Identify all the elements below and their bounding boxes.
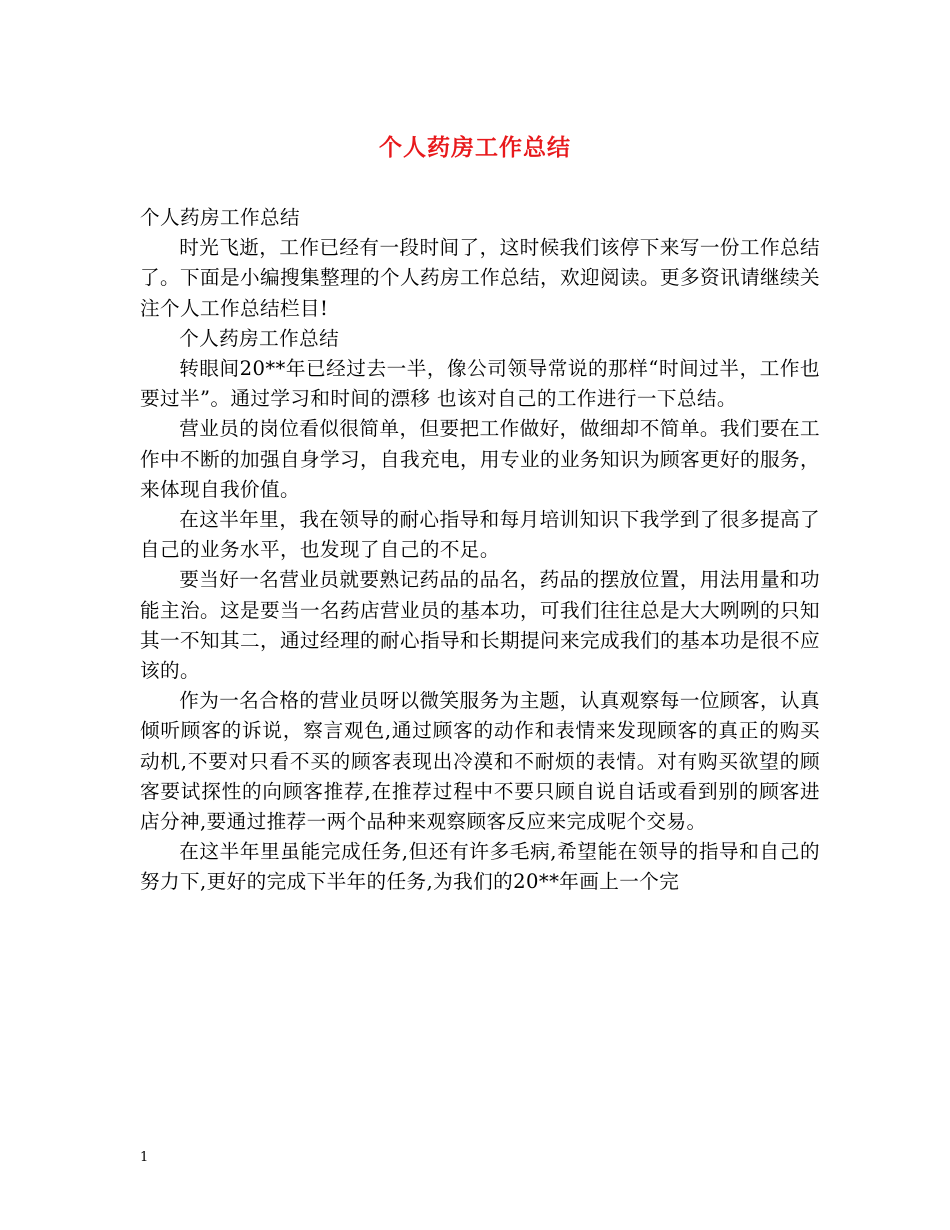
paragraph: 转眼间20**年已经过去一半，像公司领导常说的那样“时间过半，工作也要过半”。通过学习和时间的漂移 也该对自己的工作进行一下总结。 <box>140 357 820 411</box>
paragraph: 在这半年里虽能完成任务,但还有许多毛病,希望能在领导的指导和自己的努力下,更好的完成下半年的任务,为我们的20**年画上一个完 <box>140 840 820 894</box>
paragraph-intro: 时光飞逝，工作已经有一段时间了，这时候我们该停下来写一份工作总结了。下面是小编搜集整理的个人药房工作总结，欢迎阅读。更多资讯请继续关注个人工作总结栏目! <box>140 236 820 320</box>
page-number: 1 <box>140 1150 149 1165</box>
document-body <box>140 203 820 898</box>
paragraph: 在这半年里，我在领导的耐心指导和每月培训知识下我学到了很多提高了自己的业务水平，也发现了自己的不足。 <box>140 508 820 562</box>
paragraph: 要当好一名营业员就要熟记药品的品名，药品的摆放位置，用法用量和功能主治。这是要当一名药店营业员的基本功，可我们往往总是大大咧咧的只知其一不知其二，通过经理的耐心指导和长期提问来完成我们的基本功是很不应该的。 <box>140 568 820 683</box>
document-title: 个人药房工作总结 <box>379 134 571 161</box>
paragraph: 作为一名合格的营业员呀以微笑服务为主题，认真观察每一位顾客，认真倾听顾客的诉说，察言观色,通过顾客的动作和表情来发现顾客的真正的购买动机,不要对只看不买的顾客表现出冷漠和不耐烦的表情。对有购买欲望的顾客要试探性的向顾客推荐,在推荐过程中不要只顾自说自话或看到别的顾客进店分神,要通过推荐一两个品种来观察顾客反应来完成呢个交易。 <box>140 689 820 834</box>
paragraph-heading: 个人药房工作总结 <box>140 206 300 229</box>
paragraph: 营业员的岗位看似很简单，但要把工作做好，做细却不简单。我们要在工作中不断的加强自身学习，自我充电，用专业的业务知识为顾客更好的服务，来体现自我价值。 <box>140 417 820 501</box>
paragraph-subheading: 个人药房工作总结 <box>179 326 340 350</box>
